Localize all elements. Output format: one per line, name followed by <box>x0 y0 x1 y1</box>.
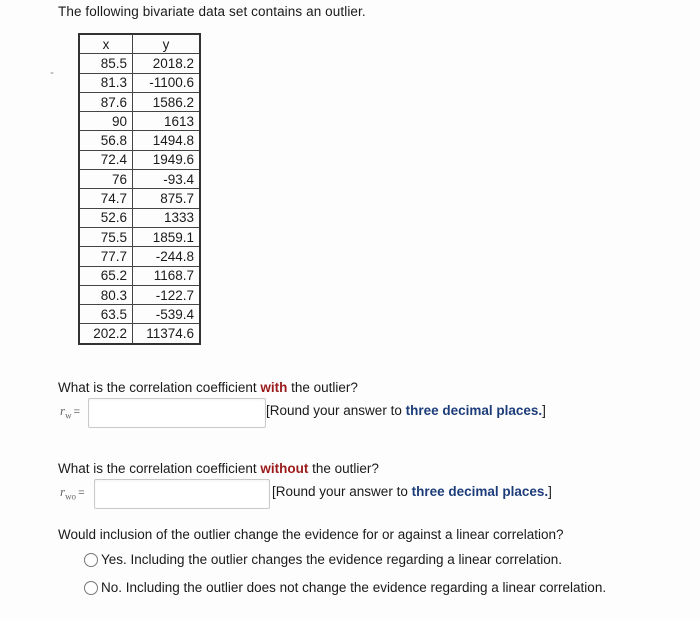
q1-suffix: the outlier? <box>287 380 358 395</box>
table-row <box>79 54 200 73</box>
table-row <box>79 131 200 150</box>
side-dash: - <box>50 65 54 79</box>
radio-yes[interactable] <box>84 553 98 567</box>
table-row <box>79 92 200 111</box>
radio-no[interactable] <box>84 581 98 595</box>
cell-x: 76 <box>79 170 133 189</box>
table-row <box>79 208 200 227</box>
column-header-y: y <box>133 34 201 54</box>
cell-y: 1949.6 <box>133 150 201 169</box>
equals-sign: = <box>73 406 80 418</box>
cell-x: 63.5 <box>79 305 133 324</box>
cell-y: -539.4 <box>133 305 201 324</box>
cell-y: 1859.1 <box>133 227 201 246</box>
question-without-outlier <box>58 461 379 476</box>
question-evidence-change: Would inclusion of the outlier change the evidence for or against a linear correlation? <box>58 527 564 542</box>
table-row <box>79 170 200 189</box>
q2-prefix: What is the correlation coefficient <box>58 461 261 476</box>
table-row <box>79 189 200 208</box>
cell-x: 74.7 <box>79 189 133 208</box>
r-symbol: $r_w$ <box>60 403 72 421</box>
option-yes-label[interactable]: Yes. Including the outlier changes the evidence regarding a linear correlation. <box>101 552 563 567</box>
table-row <box>79 227 200 246</box>
table-row <box>79 112 200 131</box>
cell-y: -93.4 <box>133 170 201 189</box>
cell-y: 1333 <box>133 208 201 227</box>
table-row <box>79 324 200 344</box>
option-no-label[interactable]: No. Including the outlier does not change the evidence regarding a linear correlation. <box>101 580 607 595</box>
q2-emphasis: without <box>260 461 309 476</box>
table-row <box>79 73 200 92</box>
r-with-input[interactable] <box>88 398 266 428</box>
round-hint-2: [Round your answer to three decimal places.] <box>272 484 552 499</box>
equals-sign: = <box>78 487 85 499</box>
cell-x: 90 <box>79 112 133 131</box>
cell-y: 875.7 <box>133 189 201 208</box>
cell-x: 81.3 <box>79 73 133 92</box>
data-table <box>78 33 201 345</box>
cell-y: 1168.7 <box>133 266 201 285</box>
r-symbol: $r_{wo}$ <box>60 484 77 502</box>
cell-y: 11374.6 <box>133 324 201 344</box>
question-with-outlier <box>58 380 358 395</box>
table-row <box>79 285 200 304</box>
q2-suffix: the outlier? <box>308 461 379 476</box>
table-row <box>79 247 200 266</box>
intro-text: The following bivariate data set contains an outlier. <box>58 4 366 19</box>
cell-x: 87.6 <box>79 92 133 111</box>
cell-x: 85.5 <box>79 54 133 73</box>
table-row <box>79 150 200 169</box>
r-without-label <box>60 484 85 502</box>
cell-x: 77.7 <box>79 247 133 266</box>
cell-x: 56.8 <box>79 131 133 150</box>
cell-x: 202.2 <box>79 324 133 344</box>
q1-emphasis: with <box>260 380 288 395</box>
cell-y: 1613 <box>133 112 201 131</box>
cell-y: -122.7 <box>133 285 201 304</box>
cell-x: 75.5 <box>79 227 133 246</box>
cell-y: 2018.2 <box>133 54 201 73</box>
cell-y: 1494.8 <box>133 131 201 150</box>
column-header-x: x <box>79 34 133 54</box>
table-row <box>79 266 200 285</box>
cell-x: 65.2 <box>79 266 133 285</box>
r-without-input[interactable] <box>94 479 270 509</box>
cell-y: -244.8 <box>133 247 201 266</box>
round-hint-1: [Round your answer to three decimal places.] <box>266 403 546 418</box>
cell-x: 80.3 <box>79 285 133 304</box>
cell-x: 52.6 <box>79 208 133 227</box>
table-header-row <box>79 34 200 54</box>
table-row <box>79 305 200 324</box>
r-with-label <box>60 403 80 421</box>
cell-y: 1586.2 <box>133 92 201 111</box>
q1-prefix: What is the correlation coefficient <box>58 380 261 395</box>
cell-x: 72.4 <box>79 150 133 169</box>
cell-y: -1100.6 <box>133 73 201 92</box>
